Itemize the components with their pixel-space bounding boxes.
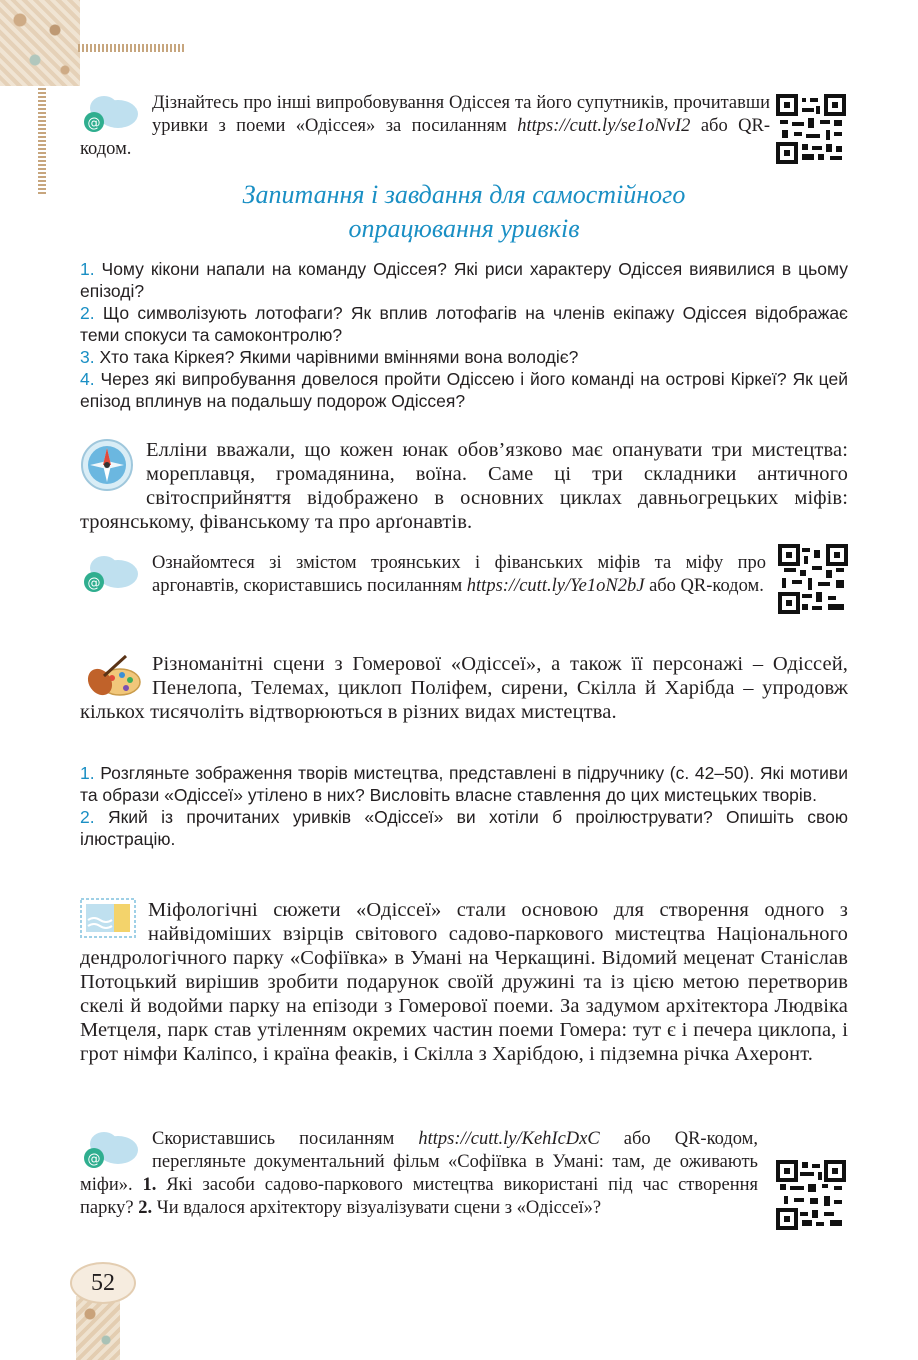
link-block-3: [80, 1128, 848, 1222]
section-title-line-1: Запитання і завдання для самостійного: [242, 180, 686, 209]
question-item: [80, 258, 848, 302]
link-text-1-before: Дізнайтесь про інші випробовування Одіссея та його супутників, прочитавши уривки з поеми «Одіссея» за посиланням: [152, 93, 770, 136]
park-paragraph: Міфологічні сюжети «Одіссеї» стали основою для створення одного з найвідоміших взірців світового садово-паркового мистецтва Національного дендрологічного парку «Софіївка» в Умані на Черкащині. Відомий меценат Станіслав Потоцький вирішив зробити подарунок своїй дружині та із цією метою перетворив скелі й водойми парку на епізоди з Гомерової поеми. За задумом архітектора Людвіка Метцеля, парк став утіленням окремих частин поеми Гомера: тут є і печера циклопа, і грот німфи Каліпсо, і країна феаків, і Скілла з Харібдою, і підземна річка Ахеронт.: [80, 899, 848, 1065]
art-tasks-list: [80, 762, 848, 850]
dotted-rule-vertical: [38, 86, 46, 194]
link-block-1: [80, 92, 770, 161]
link-url-2[interactable]: https://cutt.ly/Ye1oN2bJ: [466, 576, 645, 596]
question-number: 4.: [80, 369, 95, 389]
link-url-1[interactable]: https://cutt.ly/se1oNvI2: [517, 116, 691, 136]
bottom-ornament: [76, 1296, 120, 1360]
question-number: 2.: [80, 303, 95, 323]
dotted-rule: [78, 44, 186, 52]
art-task-text: Розгляньте зображення творів мистецтва, представлені в підручнику (с. 42–50). Які мотиви та образи «Одіссеї» утілено в них? Висловіть власне ставлення до цих мистецьких творів.: [80, 763, 848, 805]
cloud-at-icon: [80, 1128, 146, 1172]
link-block-2: [80, 552, 766, 598]
violin-palette-icon: [80, 652, 146, 700]
link-text-2: [80, 552, 766, 598]
question-number: 1.: [80, 259, 95, 279]
qr-code-icon[interactable]: [776, 94, 846, 164]
question-text: Через які випробування довелося пройти Одіссею і його команді на острові Кіркеї? Як цей епізод вплинув на подальшу подорож Одіссея?: [80, 369, 848, 411]
art-task-item: [80, 806, 848, 850]
link-text-3-before: Скориставшись посиланням: [152, 1129, 419, 1149]
question-text: Що символізують лотофаги? Як вплив лотофагів на членів екіпажу Одіссея відображає теми спокуси та самоконтролю?: [80, 303, 848, 345]
postage-stamp-icon: [80, 898, 142, 940]
compass-paragraph: Елліни вважали, що кожен юнак обов’язково має опанувати три мистецтва: мореплавця, громадянина, воїна. Саме ці три складники античного світосприйняття відображено в основних циклах давньогрецьких міфів: троянському, фіванському та про арґонавтів.: [80, 439, 848, 533]
park-block: [80, 898, 848, 1066]
question-number: 3.: [80, 347, 95, 367]
link-text-2-before: Ознайомтеся зі змістом троянських і фіванських міфів та міфу про аргонавтів, скориставшись посиланням: [152, 553, 766, 596]
art-task-number: 1.: [80, 763, 95, 783]
svg-text:@: @: [87, 116, 101, 131]
question-item: [80, 302, 848, 346]
compass-icon: [80, 438, 140, 490]
section-title-line-2: опрацювання уривків: [348, 214, 580, 243]
link-text-3: [80, 1128, 848, 1220]
question-text: Хто така Кіркея? Якими чарівними вміннями вона володіє?: [94, 347, 579, 367]
link-url-3[interactable]: https://cutt.ly/KehIcDxC: [418, 1129, 600, 1149]
art-task-item: [80, 762, 848, 806]
section-title: [80, 178, 848, 246]
svg-text:@: @: [87, 576, 101, 591]
question-text: Чому кікони напали на команду Одіссея? Які риси характеру Одіссея виявилися в цьому епізоді?: [80, 259, 848, 301]
qr-code-icon[interactable]: [778, 544, 848, 614]
svg-text:@: @: [87, 1152, 101, 1167]
film-question-number: 2.: [138, 1198, 153, 1218]
film-question-text: Чи вдалося архітектору візуалізувати сцени з «Одіссеї»?: [152, 1198, 602, 1218]
art-paragraph: Різноманітні сцени з Гомерової «Одіссеї», а також її персонажі – Одіссей, Пенелопа, Телемах, циклоп Поліфем, сирени, Скілла й Харібда – упродовж кількох тисячоліть відтворюються в різних видах мистецтва.: [80, 653, 848, 723]
link-text-2-after: або QR-кодом.: [644, 576, 764, 596]
art-block: [80, 652, 848, 724]
link-text-1-after: або QR-кодом.: [80, 116, 770, 159]
question-item: [80, 368, 848, 412]
question-item: [80, 346, 848, 368]
link-text-1: [80, 92, 770, 161]
qr-code-icon[interactable]: [776, 1160, 846, 1230]
art-task-number: 2.: [80, 807, 95, 827]
film-question-number: 1.: [142, 1175, 157, 1195]
art-task-text: Який із прочитаних уривків «Одіссеї» ви хотіли б проілюструвати? Опишіть свою ілюстрацію.: [80, 807, 848, 849]
page-number: 52: [70, 1262, 136, 1304]
cloud-at-icon: [80, 92, 146, 136]
cloud-at-icon: [80, 552, 146, 596]
film-question-text: Які засоби садово-паркового мистецтва використані під час створення парку?: [80, 1175, 758, 1218]
compass-block: [80, 438, 848, 534]
corner-ornament: [0, 0, 80, 86]
questions-list: [80, 258, 848, 412]
link-text-3-mid: або QR-кодом, перегляньте документальний фільм «Софіївка в Умані: там, де оживають міфи».: [80, 1129, 758, 1195]
